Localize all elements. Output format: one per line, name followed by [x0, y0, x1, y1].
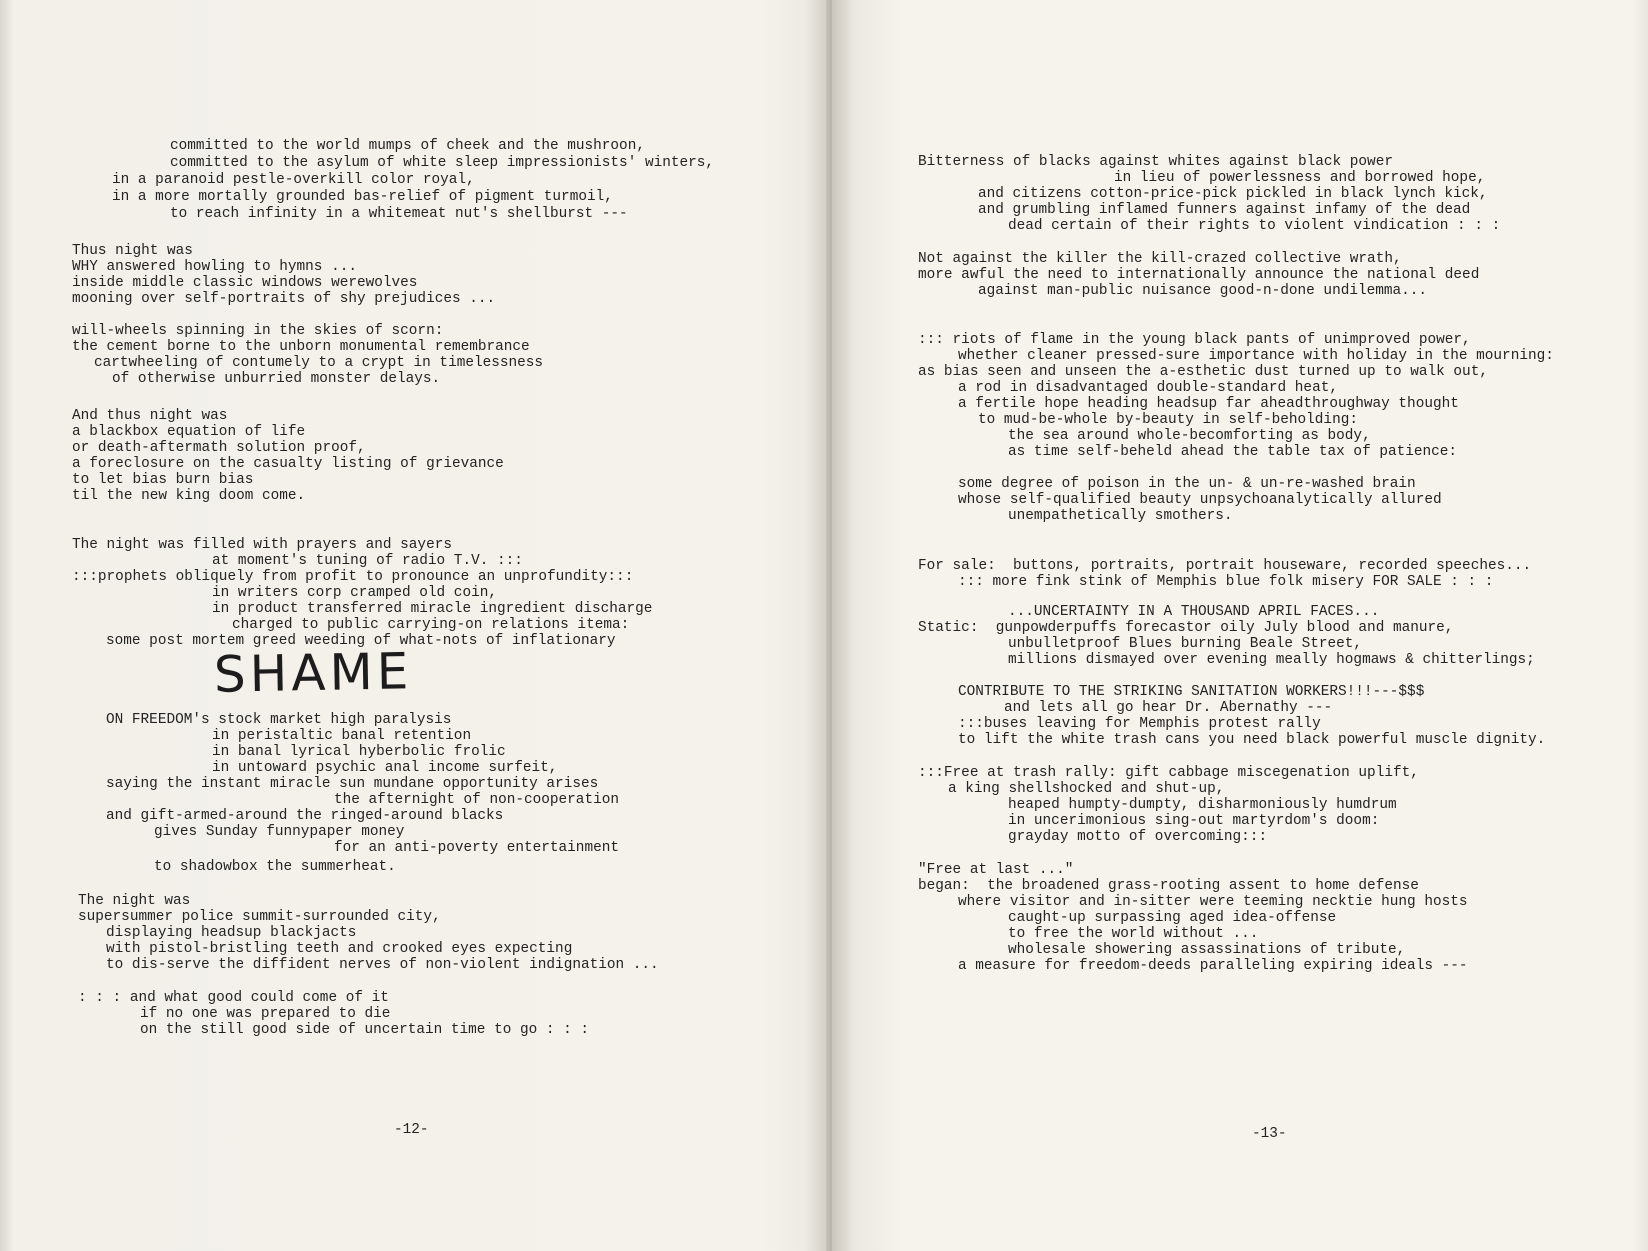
- text-line: supersummer police summit-surrounded city,: [78, 909, 441, 925]
- text-line: and gift-armed-around the ringed-around blacks: [106, 808, 504, 824]
- text-line: where visitor and in-sitter were teeming necktie hung hosts: [958, 894, 1468, 910]
- text-line: a king shellshocked and shut-up,: [948, 781, 1225, 797]
- page-number: -13-: [1252, 1126, 1287, 1142]
- text-line: committed to the world mumps of cheek and the mushroon,: [170, 138, 645, 154]
- text-line: Not against the killer the kill-crazed collective wrath,: [918, 251, 1402, 267]
- text-line: :::Free at trash rally: gift cabbage miscegenation uplift,: [918, 765, 1419, 781]
- right-page: [832, 0, 1648, 1251]
- text-line: displaying headsup blackjacts: [106, 925, 357, 941]
- text-line: a measure for freedom-deeds paralleling expiring ideals ---: [958, 958, 1468, 974]
- handwritten-shame: SHAME: [213, 642, 413, 704]
- text-line: gives Sunday funnypaper money: [154, 824, 405, 840]
- text-line: whether cleaner pressed-sure importance with holiday in the mourning:: [958, 348, 1554, 364]
- text-line: to lift the white trash cans you need black powerful muscle dignity.: [958, 732, 1546, 748]
- text-line: in a paranoid pestle-overkill color royal,: [112, 172, 475, 188]
- text-line: wholesale showering assassinations of tribute,: [1008, 942, 1406, 958]
- text-line: a fertile hope heading headsup far aheadthroughway thought: [958, 396, 1459, 412]
- text-line: millions dismayed over evening meally hogmaws & chitterlings;: [1008, 652, 1535, 668]
- text-line: committed to the asylum of white sleep impressionists' winters,: [170, 155, 715, 171]
- text-line: in uncerimonious sing-out martyrdom's doom:: [1008, 813, 1380, 829]
- text-line: as bias seen and unseen the a-esthetic dust turned up to walk out,: [918, 364, 1488, 380]
- text-line: with pistol-bristling teeth and crooked eyes expecting: [106, 941, 573, 957]
- text-line: in product transferred miracle ingredient discharge: [212, 601, 653, 617]
- text-line: the sea around whole-becomforting as body,: [1008, 428, 1371, 444]
- text-line: ...UNCERTAINTY IN A THOUSAND APRIL FACES...: [1008, 604, 1380, 620]
- text-line: to free the world without ...: [1008, 926, 1259, 942]
- text-line: ::: riots of flame in the young black pants of unimproved power,: [918, 332, 1471, 348]
- text-line: saying the instant miracle sun mundane opportunity arises: [106, 776, 599, 792]
- text-line: dead certain of their rights to violent vindication : : :: [1008, 218, 1501, 234]
- text-line: at moment's tuning of radio T.V. :::: [212, 553, 523, 569]
- text-line: the cement borne to the unborn monumental remembrance: [72, 339, 530, 355]
- text-line: unbulletproof Blues burning Beale Street,: [1008, 636, 1363, 652]
- text-line: of otherwise unburried monster delays.: [112, 371, 441, 387]
- text-line: began: the broadened grass-rooting assent to home defense: [918, 878, 1419, 894]
- text-line: in peristaltic banal retention: [212, 728, 472, 744]
- text-line: in untoward psychic anal income surfeit,: [212, 760, 558, 776]
- text-line: some degree of poison in the un- & un-re-washed brain: [958, 476, 1416, 492]
- text-line: in writers corp cramped old coin,: [212, 585, 497, 601]
- text-line: in banal lyrical hyberbolic frolic: [212, 744, 506, 760]
- text-line: :::buses leaving for Memphis protest rally: [958, 716, 1321, 732]
- text-line: to reach infinity in a whitemeat nut's shellburst ---: [170, 206, 628, 222]
- text-line: : : : and what good could come of it: [78, 990, 389, 1006]
- text-line: til the new king doom come.: [72, 488, 306, 504]
- text-line: on the still good side of uncertain time to go : : :: [140, 1022, 590, 1038]
- text-line: CONTRIBUTE TO THE STRIKING SANITATION WORKERS!!!---$$$: [958, 684, 1425, 700]
- text-line: and lets all go hear Dr. Abernathy ---: [1004, 700, 1333, 716]
- text-line: and citizens cotton-price-pick pickled in black lynch kick,: [978, 186, 1488, 202]
- page-number: -12-: [394, 1122, 429, 1138]
- text-line: grayday motto of overcoming:::: [1008, 829, 1268, 845]
- text-line: caught-up surpassing aged idea-offense: [1008, 910, 1337, 926]
- text-line: "Free at last ...": [918, 862, 1074, 878]
- text-line: whose self-qualified beauty unpsychoanalytically allured: [958, 492, 1442, 508]
- text-line: more awful the need to internationally announce the national deed: [918, 267, 1480, 283]
- text-line: for an anti-poverty entertainment: [334, 840, 619, 856]
- text-line: mooning over self-portraits of shy prejudices ...: [72, 291, 496, 307]
- text-line: Static: gunpowderpuffs forecastor oily July blood and manure,: [918, 620, 1454, 636]
- text-line: to mud-be-whole by-beauty in self-beholding:: [978, 412, 1358, 428]
- text-line: cartwheeling of contumely to a crypt in timelessness: [94, 355, 544, 371]
- text-line: ::: more fink stink of Memphis blue folk misery FOR SALE : : :: [958, 574, 1494, 590]
- text-line: a rod in disadvantaged double-standard heat,: [958, 380, 1338, 396]
- text-line: inside middle classic windows werewolves: [72, 275, 418, 291]
- text-line: if no one was prepared to die: [140, 1006, 391, 1022]
- text-line: in lieu of powerlessness and borrowed hope,: [1114, 170, 1486, 186]
- text-line: a blackbox equation of life: [72, 424, 306, 440]
- text-line: And thus night was: [72, 408, 228, 424]
- text-line: will-wheels spinning in the skies of scorn:: [72, 323, 444, 339]
- text-line: against man-public nuisance good-n-done undilemma...: [978, 283, 1428, 299]
- text-line: as time self-beheld ahead the table tax of patience:: [1008, 444, 1458, 460]
- text-line: and grumbling inflamed funners against infamy of the dead: [978, 202, 1471, 218]
- text-line: unempathetically smothers.: [1008, 508, 1233, 524]
- text-line: ON FREEDOM's stock market high paralysis: [106, 712, 452, 728]
- text-line: Bitterness of blacks against whites against black power: [918, 154, 1393, 170]
- text-line: WHY answered howling to hymns ...: [72, 259, 357, 275]
- text-line: to shadowbox the summerheat.: [154, 859, 396, 875]
- text-line: charged to public carrying-on relations itema:: [232, 617, 630, 633]
- text-line: :::prophets obliquely from profit to pronounce an unprofundity:::: [72, 569, 634, 585]
- text-line: a foreclosure on the casualty listing of grievance: [72, 456, 504, 472]
- text-line: Thus night was: [72, 243, 193, 259]
- text-line: to let bias burn bias: [72, 472, 254, 488]
- text-line: heaped humpty-dumpty, disharmoniously humdrum: [1008, 797, 1397, 813]
- text-line: in a more mortally grounded bas-relief of pigment turmoil,: [112, 189, 613, 205]
- text-line: The night was: [78, 893, 191, 909]
- text-line: or death-aftermath solution proof,: [72, 440, 366, 456]
- text-line: The night was filled with prayers and sayers: [72, 537, 452, 553]
- text-line: to dis-serve the diffident nerves of non-violent indignation ...: [106, 957, 659, 973]
- text-line: For sale: buttons, portraits, portrait houseware, recorded speeches...: [918, 558, 1532, 574]
- text-line: some post mortem greed weeding of what-nots of inflationary: [106, 633, 616, 649]
- text-line: the afternight of non-cooperation: [334, 792, 619, 808]
